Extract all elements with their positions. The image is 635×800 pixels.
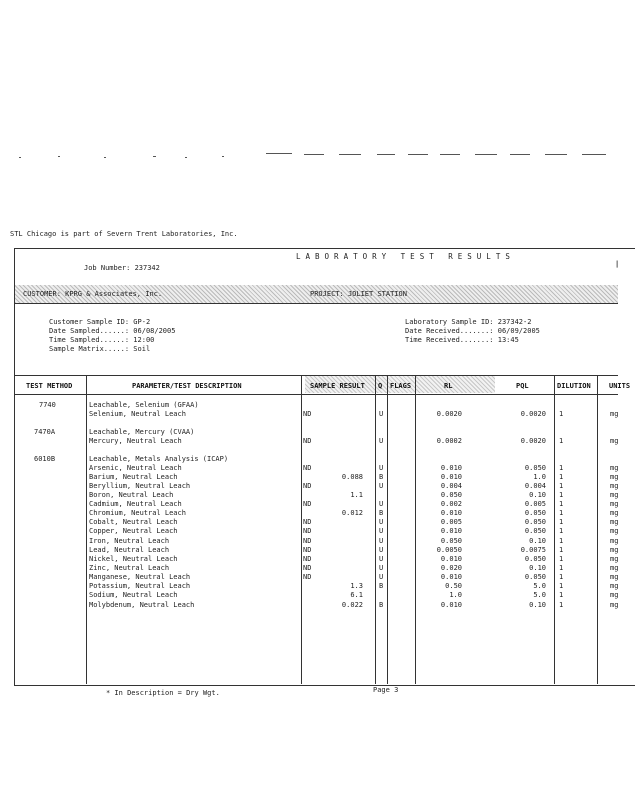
parameter-name: Cobalt, Neutral Leach	[89, 518, 178, 526]
rl-value: 0.50	[445, 582, 462, 590]
units-value: mg	[610, 437, 619, 445]
qualifier: U	[379, 500, 384, 508]
method-group-header	[0, 401, 618, 410]
units-value: mg	[610, 464, 619, 472]
rl-value: 0.050	[440, 537, 462, 545]
pql-value: 0.10	[529, 491, 546, 499]
result-row	[0, 591, 618, 600]
time-sampled: 12:00	[133, 336, 155, 344]
rl-value: 0.010	[440, 509, 462, 517]
project-value: JOLIET STATION	[347, 290, 407, 298]
units-value: mg	[610, 527, 619, 535]
nd-flag: ND	[303, 500, 312, 508]
sample-result-value: 0.088	[341, 473, 363, 481]
units-value: mg	[610, 564, 619, 572]
dilution-value: 1	[559, 437, 564, 445]
col-parameter: PARAMETER/TEST DESCRIPTION	[132, 382, 242, 390]
pql-value: 5.0	[533, 591, 546, 599]
parameter-name: Cadmium, Neutral Leach	[89, 500, 182, 508]
sample-result-value: 1.3	[350, 582, 363, 590]
qualifier: U	[379, 537, 384, 545]
parameter-name: Zinc, Neutral Leach	[89, 564, 170, 572]
parameter-name: Barium, Neutral Leach	[89, 473, 178, 481]
parameter-name: Chromium, Neutral Leach	[89, 509, 186, 517]
dilution-value: 1	[559, 582, 564, 590]
units-value: mg	[610, 500, 619, 508]
col-dilution: DILUTION	[557, 382, 591, 390]
units-value: mg	[610, 518, 619, 526]
result-row	[0, 509, 618, 518]
dilution-value: 1	[559, 573, 564, 581]
date-sampled: 06/08/2005	[133, 327, 176, 335]
col-test-method: TEST METHOD	[26, 382, 73, 390]
rl-value: 1.0	[449, 591, 462, 599]
qualifier: U	[379, 527, 384, 535]
parameter-name: Copper, Neutral Leach	[89, 527, 178, 535]
pql-value: 0.050	[524, 527, 546, 535]
parameter-name: Boron, Neutral Leach	[89, 491, 174, 499]
col-q: Q	[378, 382, 383, 390]
header-top-rule	[15, 375, 618, 376]
rl-value: 0.010	[440, 527, 462, 535]
nd-flag: ND	[303, 564, 312, 572]
result-row	[0, 437, 618, 446]
units-value: mg	[610, 555, 619, 563]
project-label: PROJECT:	[310, 290, 344, 298]
nd-flag: ND	[303, 537, 312, 545]
customer-sample-id: GP-2	[133, 318, 151, 326]
method-group-header	[0, 455, 618, 464]
header-bottom-rule	[15, 394, 618, 395]
rl-value: 0.002	[440, 500, 462, 508]
pql-value: 0.050	[524, 518, 546, 526]
sample-result-value: 0.012	[341, 509, 363, 517]
units-value: mg	[610, 473, 619, 481]
dilution-value: 1	[559, 555, 564, 563]
qualifier: B	[379, 509, 384, 517]
qualifier: U	[379, 518, 384, 526]
parameter-name: Lead, Neutral Leach	[89, 546, 170, 554]
rl-value: 0.0050	[436, 546, 462, 554]
dilution-value: 1	[559, 518, 564, 526]
pql-value: 5.0	[533, 582, 546, 590]
rl-value: 0.010	[440, 473, 462, 481]
pql-value: 0.10	[529, 564, 546, 572]
pql-value: 0.0020	[520, 410, 546, 418]
customer-label: CUSTOMER:	[23, 290, 61, 298]
parameter-name: Sodium, Neutral Leach	[89, 591, 178, 599]
col-flags: FLAGS	[390, 382, 412, 390]
dilution-value: 1	[559, 500, 564, 508]
job-number	[84, 264, 160, 273]
time-received: 13:45	[497, 336, 519, 344]
result-row	[0, 527, 618, 536]
pql-value: 0.050	[524, 555, 546, 563]
rl-value: 0.050	[440, 491, 462, 499]
col-sample-result: SAMPLE RESULT	[310, 382, 365, 390]
pql-value: 1.0	[533, 473, 546, 481]
dilution-value: 1	[559, 491, 564, 499]
pql-value: 0.004	[524, 482, 546, 490]
dilution-value: 1	[559, 537, 564, 545]
pql-value: 0.005	[524, 500, 546, 508]
result-row	[0, 482, 618, 491]
pql-value: 0.10	[529, 537, 546, 545]
sample-result-value: 6.1	[350, 591, 363, 599]
parameter-name: Iron, Neutral Leach	[89, 537, 170, 545]
rl-value: 0.0002	[436, 437, 462, 445]
dilution-value: 1	[559, 564, 564, 572]
units-value: mg	[610, 591, 619, 599]
units-value: mg	[610, 509, 619, 517]
band-bottom-rule	[15, 303, 618, 304]
dilution-value: 1	[559, 482, 564, 490]
result-row	[0, 464, 618, 473]
result-row	[0, 518, 618, 527]
nd-flag: ND	[303, 464, 312, 472]
date-received: 06/09/2005	[497, 327, 540, 335]
result-row	[0, 537, 618, 546]
result-row	[0, 555, 618, 564]
nd-flag: ND	[303, 546, 312, 554]
units-value: mg	[610, 491, 619, 499]
sample-result-value: 0.022	[341, 601, 363, 609]
qualifier: U	[379, 410, 384, 418]
page-number: Page 3	[373, 686, 399, 694]
pql-value: 0.050	[524, 573, 546, 581]
result-row	[0, 573, 618, 582]
result-row	[0, 582, 618, 591]
dilution-value: 1	[559, 546, 564, 554]
result-row	[0, 500, 618, 509]
pql-value: 0.0020	[520, 437, 546, 445]
parameter-name: Potassium, Neutral Leach	[89, 582, 191, 590]
result-row	[0, 601, 618, 610]
col-rl: RL	[444, 382, 453, 390]
pql-value: 0.0075	[520, 546, 546, 554]
qualifier: U	[379, 564, 384, 572]
col-pql: PQL	[516, 382, 529, 390]
report-title: LABORATORY TEST RESULTS	[296, 252, 515, 261]
rl-header-shade	[415, 375, 495, 393]
qualifier: U	[379, 464, 384, 472]
parameter-name: Manganese, Neutral Leach	[89, 573, 191, 581]
nd-flag: ND	[303, 518, 312, 526]
parameter-name: Nickel, Neutral Leach	[89, 555, 178, 563]
dilution-value: 1	[559, 527, 564, 535]
footer-note: * In Description = Dry Wgt.	[106, 689, 220, 697]
result-row	[0, 564, 618, 573]
company-line: STL Chicago is part of Severn Trent Laboratories, Inc.	[10, 230, 238, 238]
result-row	[0, 473, 618, 482]
units-value: mg	[610, 482, 619, 490]
rl-value: 0.0020	[436, 410, 462, 418]
nd-flag: ND	[303, 482, 312, 490]
nd-flag: ND	[303, 573, 312, 581]
method-group-title: Leachable, Mercury (CVAA)	[89, 428, 195, 436]
project	[310, 290, 407, 299]
dilution-value: 1	[559, 601, 564, 609]
qualifier: U	[379, 573, 384, 581]
col-units: UNITS	[609, 382, 631, 390]
qualifier: U	[379, 482, 384, 490]
units-value: mg	[610, 546, 619, 554]
nd-flag: ND	[303, 555, 312, 563]
rl-value: 0.004	[440, 482, 462, 490]
pql-value: 0.050	[524, 509, 546, 517]
method-group-header	[0, 428, 618, 437]
customer-value: KPRG & Associates, Inc.	[65, 290, 163, 298]
sample-matrix: Soil	[133, 345, 151, 353]
sample-result-value: 1.1	[350, 491, 363, 499]
rl-value: 0.010	[440, 555, 462, 563]
rl-value: 0.010	[440, 601, 462, 609]
result-row	[0, 491, 618, 500]
edge-mark: |	[615, 260, 620, 268]
method-group-title: Leachable, Selenium (GFAA)	[89, 401, 199, 409]
nd-flag: ND	[303, 527, 312, 535]
pql-value: 0.10	[529, 601, 546, 609]
units-value: mg	[610, 582, 619, 590]
units-value: mg	[610, 573, 619, 581]
nd-flag: ND	[303, 437, 312, 445]
rl-value: 0.010	[440, 573, 462, 581]
job-number-label: Job Number:	[84, 264, 131, 272]
method-group-title: Leachable, Metals Analysis (ICAP)	[89, 455, 229, 463]
units-value: mg	[610, 601, 619, 609]
qualifier: B	[379, 601, 384, 609]
pql-value: 0.050	[524, 464, 546, 472]
dilution-value: 1	[559, 473, 564, 481]
dilution-value: 1	[559, 464, 564, 472]
units-value: mg	[610, 537, 619, 545]
test-method-code: 7740	[39, 401, 56, 409]
qualifier: U	[379, 437, 384, 445]
dilution-value: 1	[559, 509, 564, 517]
qualifier: U	[379, 546, 384, 554]
rl-value: 0.010	[440, 464, 462, 472]
parameter-name: Selenium, Neutral Leach	[89, 410, 186, 418]
customer	[23, 290, 162, 299]
parameter-name: Molybdenum, Neutral Leach	[89, 601, 195, 609]
result-row	[0, 410, 618, 419]
parameter-name: Beryllium, Neutral Leach	[89, 482, 191, 490]
parameter-name: Arsenic, Neutral Leach	[89, 464, 182, 472]
parameter-name: Mercury, Neutral Leach	[89, 437, 182, 445]
qualifier: B	[379, 582, 384, 590]
dilution-value: 1	[559, 410, 564, 418]
qualifier: B	[379, 473, 384, 481]
units-value: mg	[610, 410, 619, 418]
result-row	[0, 546, 618, 555]
test-method-code: 7470A	[34, 428, 56, 436]
dilution-value: 1	[559, 591, 564, 599]
test-method-code: 6010B	[34, 455, 56, 463]
qualifier: U	[379, 555, 384, 563]
job-number-value: 237342	[134, 264, 160, 272]
rl-value: 0.020	[440, 564, 462, 572]
nd-flag: ND	[303, 410, 312, 418]
lab-sample-id: 237342-2	[497, 318, 532, 326]
rl-value: 0.005	[440, 518, 462, 526]
